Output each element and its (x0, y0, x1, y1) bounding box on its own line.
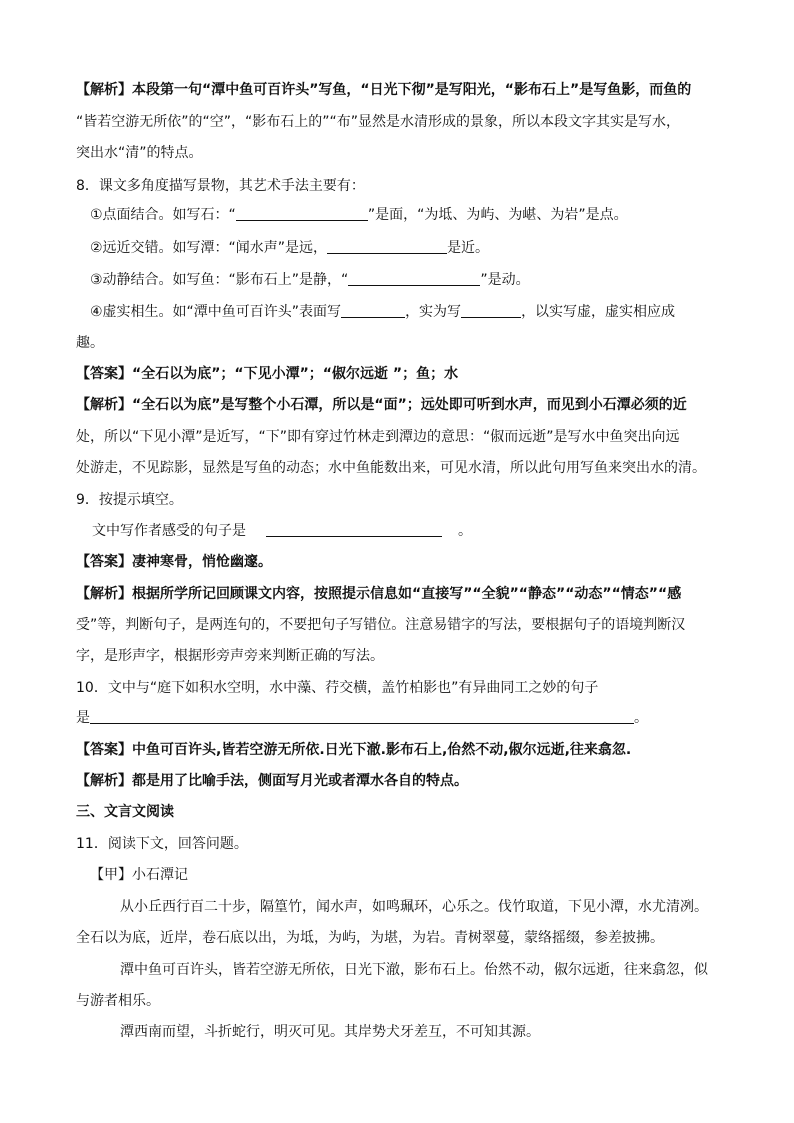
analysis-8-line-1: 【解析】“全石以为底”是写整个小石潭，所以是“面”；远处即可听到水声，而见到小石潭必须的近 (76, 397, 687, 413)
question-8-item-1: ①点面结合。如写石：“ ”是面，“为坻、为屿、为嵁、为岩”是点。 (90, 207, 628, 223)
analysis-10: 【解析】都是用了比喻手法，侧面写月光或者潭水各自的特点。 (76, 773, 468, 789)
blank-line[interactable] (461, 303, 521, 318)
blank-line[interactable] (266, 522, 442, 537)
question-8-item-3: ③动静结合。如写鱼：“影布石上”是静，“ ”是动。 (90, 272, 530, 288)
answer-9: 【答案】凄神寒骨，悄怆幽邃。 (76, 554, 272, 570)
analysis-9-line-3: 字，是形声字，根据形旁声旁来判断正确的写法。 (76, 648, 384, 664)
analysis-8-line-3: 处游走，不见踪影，显然是写鱼的动态；水中鱼能数出来，可见水清，所以此句用写鱼来突出水的清。 (76, 460, 706, 476)
section-heading: 三、文言文阅读 (76, 804, 174, 820)
passage-para-1-line-2: 全石以为底，近岸，卷石底以出，为坻，为屿，为堪，为岩。青树翠蔓，蒙络摇缀，参差披拂。 (76, 930, 664, 946)
analysis-9-line-2: 受”等，判断句子，是两连句的，不要把句子写错位。注意易错字的写法，要根据句子的语境判断汉 (76, 617, 686, 633)
passage-para-2-line-1: 潭中鱼可百许头，皆若空游无所依，日光下澈，影布石上。佁然不动，俶尔远逝，往来翕忽，似 (120, 962, 708, 978)
question-9-title: 9．按提示填空。 (76, 492, 183, 508)
question-9-prompt: 文中写作者感受的句子是 。 (92, 523, 472, 539)
question-8-item-4-cont: 趣。 (76, 335, 104, 351)
question-8-item-4: ④虚实相生。如“潭中鱼可百许头”表面写 ，实为写 ，以实写虚，虚实相应成 (90, 304, 676, 320)
question-10-line-1: 10．文中与“庭下如积水空明，水中藻、荇交横，盖竹柏影也”有异曲同工之妙的句子 (76, 680, 599, 696)
passage-title: 【甲】小石潭记 (90, 867, 188, 883)
passage-para-1-line-1: 从小丘西行百二十步，隔篁竹，闻水声，如鸣珮环，心乐之。伐竹取道，下见小潭，水尤清冽。 (120, 899, 708, 915)
question-10-line-2: 是 。 (76, 710, 648, 726)
question-8-item-2: ②远近交错。如写潭：“闻水声”是远， 是近。 (90, 240, 490, 256)
answer-10: 【答案】中鱼可百许头,皆若空游无所依.日光下澈.影布石上,佁然不动,俶尔远逝,往来翕忽. (76, 742, 632, 758)
analysis-8-line-2: 处，所以“下见小潭”是近写，“下”即有穿过竹林走到潭边的意思：“俶而远逝”是写水中鱼突出向远 (76, 429, 680, 445)
passage-para-2-line-2: 与游者相乐。 (76, 993, 160, 1009)
passage-para-3: 潭西南而望，斗折蛇行，明灭可见。其岸势犬牙差互，不可知其源。 (120, 1024, 540, 1040)
analysis-7-line-1: 【解析】本段第一句“潭中鱼可百许头”写鱼，“日光下彻”是写阳光，“影布石上”是写鱼影，而鱼的 (76, 82, 692, 98)
analysis-7-line-2: “皆若空游无所依”的“空”，“影布石上的”“布”显然是水清形成的景象，所以本段文字其实是写水， (76, 114, 681, 130)
analysis-9-line-1: 【解析】根据所学所记回顾课文内容，按照提示信息如“直接写”“全貌”“静态”“动态”“情态”“感 (76, 586, 682, 602)
blank-line[interactable] (90, 709, 634, 724)
analysis-7-line-3: 突出水“清”的特点。 (76, 145, 203, 161)
question-8-title: 8．课文多角度描写景物，其艺术手法主要有： (76, 178, 365, 194)
answer-8: 【答案】“全石以为底”；“下见小潭”；“俶尔远逝 ”；鱼；水 (76, 366, 459, 382)
blank-line[interactable] (341, 303, 405, 318)
blank-line[interactable] (236, 206, 368, 221)
question-11-title: 11．阅读下文，回答问题。 (76, 836, 248, 852)
blank-line[interactable] (327, 239, 447, 254)
blank-line[interactable] (348, 271, 480, 286)
